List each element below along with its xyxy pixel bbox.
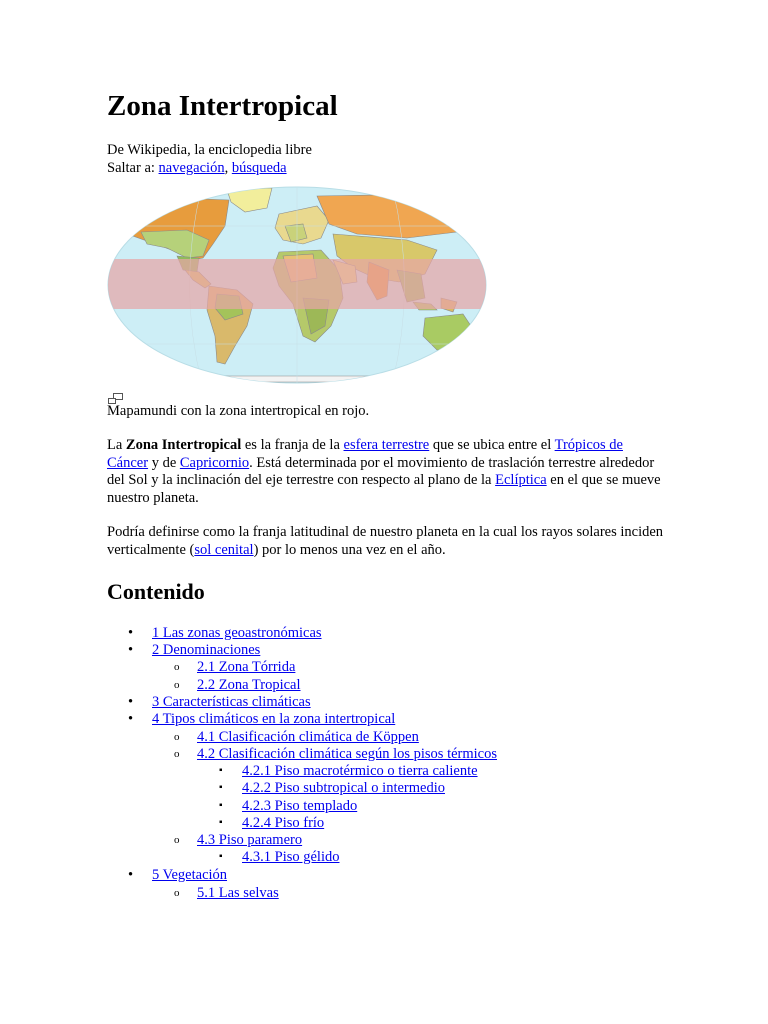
bullet-disc-icon: •	[128, 625, 134, 641]
toc-item[interactable]: 1 Las zonas geoastronómicas	[152, 625, 322, 641]
bullet-square-icon: ▪	[219, 800, 223, 811]
jump-search-link[interactable]: búsqueda	[231, 160, 287, 176]
term-bold: Zona Intertropical	[125, 437, 242, 453]
link-esfera-terrestre[interactable]: esfera terrestre	[343, 437, 430, 453]
bullet-square-icon: ▪	[219, 817, 223, 828]
bullet-disc-icon: •	[128, 694, 134, 710]
link-sol-cenital[interactable]: sol cenital	[194, 541, 254, 558]
bullet-circle-icon: o	[174, 661, 180, 673]
text-run: Podría definirse como la franja latitudinal de nuestro planeta en la cual los rayos solares inciden verticalmente (	[107, 524, 664, 558]
definition-paragraph	[107, 524, 667, 559]
toc-item[interactable]: 2.1 Zona Tórrida	[197, 659, 296, 675]
toc-item[interactable]: 4.3 Piso paramero	[197, 832, 303, 848]
jump-prefix: Saltar a:	[107, 160, 159, 176]
bullet-square-icon: ▪	[219, 765, 223, 776]
tagline: De Wikipedia, la enciclopedia libre	[107, 142, 312, 158]
toc-item[interactable]: 4.1 Clasificación climática de Köppen	[197, 729, 419, 745]
toc-item[interactable]: 4.2.1 Piso macrotérmico o tierra caliente	[242, 763, 478, 779]
world-map-image[interactable]	[107, 186, 487, 384]
toc-item[interactable]: 5 Vegetación	[152, 867, 228, 883]
toc-item[interactable]: 4 Tipos climáticos en la zona intertropical	[152, 711, 396, 727]
bullet-circle-icon: o	[174, 748, 180, 760]
bullet-disc-icon: •	[128, 867, 134, 883]
toc-item[interactable]: 4.2.4 Piso frío	[242, 815, 325, 831]
bullet-square-icon: ▪	[219, 851, 223, 862]
toc-item[interactable]: 4.2.2 Piso subtropical o intermedio	[242, 780, 445, 796]
toc-item[interactable]: 5.1 Las selvas	[197, 885, 279, 901]
toc-item[interactable]: 2.2 Zona Tropical	[197, 677, 301, 693]
jump-separator: ,	[224, 160, 232, 176]
toc-item[interactable]: 4.2 Clasificación climática según los pisos térmicos	[197, 746, 498, 762]
text-run: . Está determinada por el movimiento de traslación terrestre alrededor del Sol y la inclinación del eje terrestre con respecto al plano de la	[107, 454, 655, 488]
intro-paragraph	[107, 437, 667, 507]
intertropical-band	[107, 259, 487, 309]
text-run: La	[107, 437, 126, 453]
bullet-circle-icon: o	[174, 731, 180, 743]
figure-caption: Mapamundi con la zona intertropical en rojo.	[107, 403, 370, 419]
bullet-disc-icon: •	[128, 711, 134, 727]
toc-item[interactable]: 4.2.3 Piso templado	[242, 798, 358, 814]
page-title: Zona Intertropical	[107, 90, 338, 122]
text-run: ) por lo menos una vez en el año.	[253, 541, 446, 558]
link-tropicos-de-cancer[interactable]: Trópicos de Cáncer	[107, 437, 623, 471]
toc-heading: Contenido	[107, 579, 205, 604]
jump-links	[107, 159, 312, 177]
link-capricornio[interactable]: Capricornio	[179, 454, 250, 471]
bullet-square-icon: ▪	[219, 782, 223, 793]
toc-item[interactable]: 4.3.1 Piso gélido	[242, 849, 340, 865]
toc-item[interactable]: 2 Denominaciones	[152, 642, 261, 658]
page-subtitle	[107, 141, 312, 177]
bullet-circle-icon: o	[174, 834, 180, 846]
text-run: es la franja de la	[241, 437, 344, 453]
bullet-circle-icon: o	[174, 679, 180, 691]
jump-navigation-link[interactable]: navegación	[158, 160, 225, 176]
text-run: y de	[148, 454, 180, 471]
link-ecliptica[interactable]: Eclíptica	[495, 472, 547, 488]
bullet-disc-icon: •	[128, 642, 134, 658]
text-run: en el que se mueve nuestro planeta.	[107, 472, 661, 506]
text-run: que se ubica entre el	[429, 437, 555, 453]
bullet-circle-icon: o	[174, 887, 180, 899]
toc-item[interactable]: 3 Características climáticas	[152, 694, 311, 710]
